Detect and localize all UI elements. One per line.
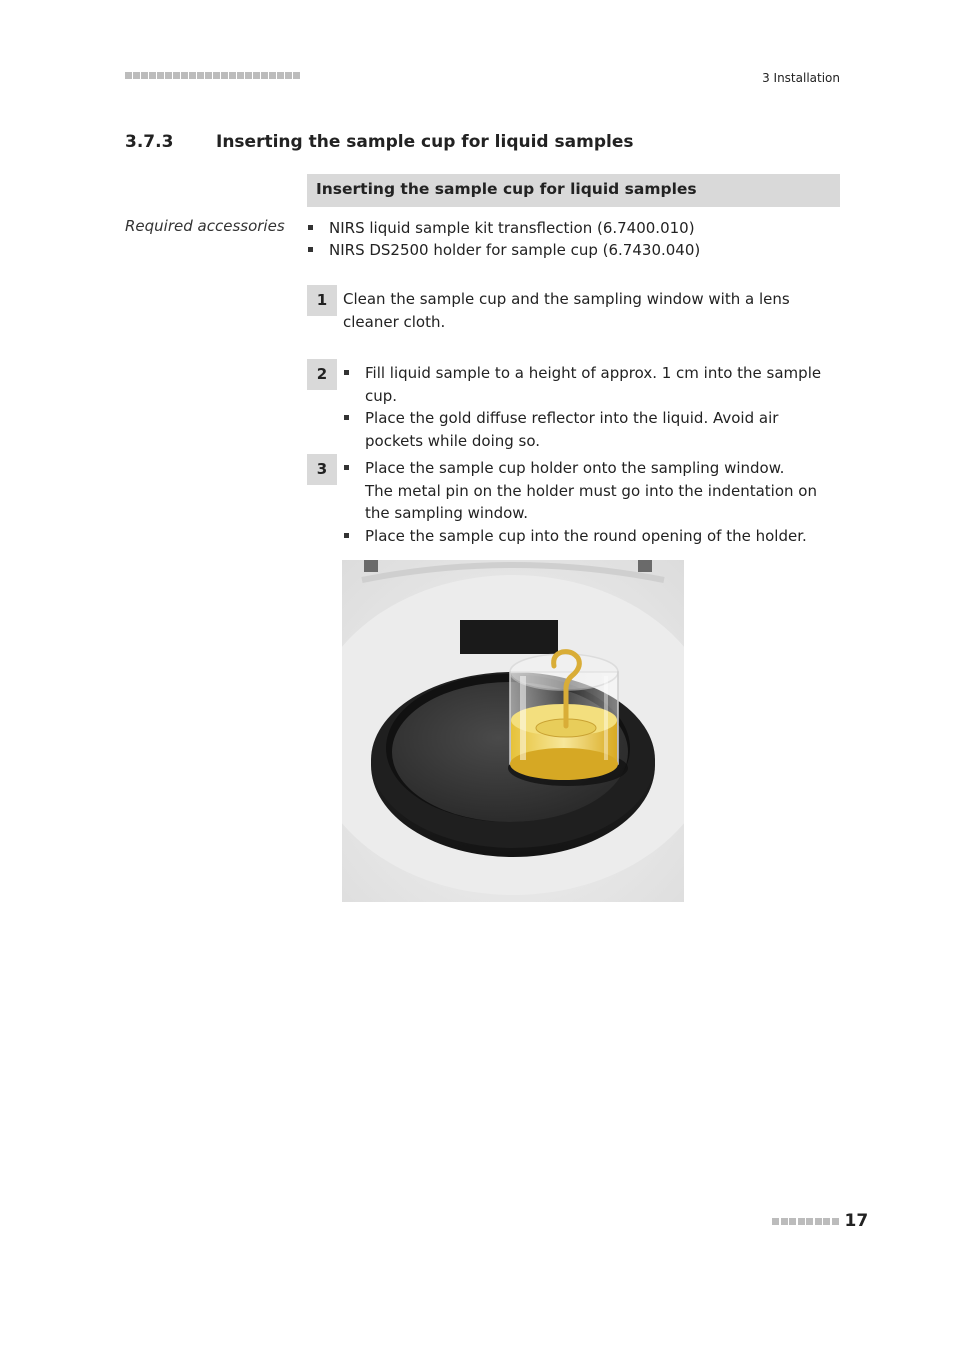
chapter-header: 3 Installation	[762, 71, 840, 85]
bullet-icon	[344, 370, 349, 375]
page-footer	[772, 1211, 868, 1231]
list-item: Place the gold diffuse reflector into the liquid. Avoid air pockets while doing so.	[343, 407, 840, 452]
step-text: Clean the sample cup and the sampling window with a lens cleaner cloth.	[343, 290, 790, 331]
bullet-icon	[344, 465, 349, 470]
page-number: 17	[844, 1211, 869, 1231]
step-number: 3	[307, 454, 337, 485]
bullet-icon	[308, 247, 313, 252]
list-item: NIRS liquid sample kit transflection (6.7400.010)	[307, 217, 700, 239]
list-item: Fill liquid sample to a height of approx. 1 cm into the sample cup.	[343, 362, 840, 407]
required-accessories-label: Required accessories	[125, 217, 285, 235]
section-title: Inserting the sample cup for liquid samples	[216, 132, 634, 152]
step-number: 2	[307, 359, 337, 390]
step-3	[307, 454, 840, 547]
bullet-icon	[344, 533, 349, 538]
accessories-list	[307, 217, 700, 261]
bullet-icon	[344, 415, 349, 420]
list-item: NIRS DS2500 holder for sample cup (6.7430.040)	[307, 239, 700, 261]
list-item: Place the sample cup into the round opening of the holder.	[343, 525, 840, 548]
procedure-title-bar: Inserting the sample cup for liquid samples	[307, 174, 840, 207]
section-heading	[125, 132, 633, 152]
step-1	[307, 285, 840, 333]
bullet-icon	[308, 225, 313, 230]
step-2	[307, 359, 840, 452]
step-note: The metal pin on the holder must go into the indentation on the sampling window.	[365, 481, 817, 522]
footer-decoration	[772, 1218, 839, 1225]
list-item: Place the sample cup holder onto the sampling window. The metal pin on the holder must go into the indentation on the sampling window.	[343, 457, 840, 525]
sample-cup-photo	[342, 560, 684, 902]
step-number: 1	[307, 285, 337, 316]
section-number: 3.7.3	[125, 132, 174, 152]
header-decoration	[125, 72, 300, 79]
